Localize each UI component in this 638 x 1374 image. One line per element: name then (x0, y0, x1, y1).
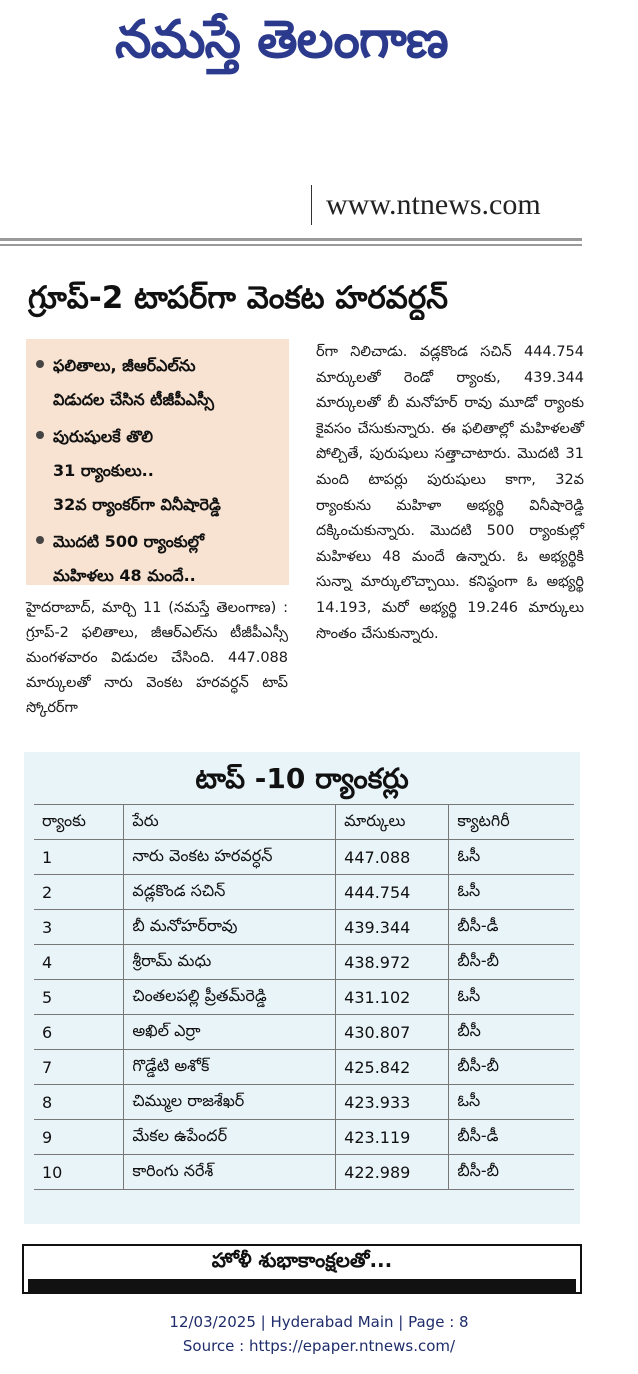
highlight-item (34, 525, 283, 593)
table-row (34, 1120, 574, 1155)
name-cell: బీ మనోహర్‌రావు (124, 910, 336, 945)
divider (0, 244, 582, 246)
category-cell: ఓసీ (449, 875, 574, 910)
divider (311, 185, 312, 225)
highlight-item (34, 349, 283, 417)
table-row (34, 945, 574, 980)
marks-cell: 439.344 (336, 910, 449, 945)
header-cell: మార్కులు (336, 805, 449, 840)
name-cell: కారింగు నరేశ్ (124, 1155, 336, 1190)
article-body-left: హైదరాబాద్, మార్చి 11 (నమస్తే తెలంగాణ) : గ్రూప్-2 ఫలితాలు, జీఆర్‌ఎల్‌ను టీజీపీఎస్సీ మంగళవారం విడుదల చేసింది. 447.088 మార్కులతో నారు వెంకట హరవర్ధన్ టాప్ స్కోరర్‌గా (26, 600, 288, 716)
bullet-icon (36, 360, 44, 368)
highlight-text: మొదటి 500 ర్యాంకుల్లో మహిళలు 48 మందే.. (53, 532, 205, 585)
name-cell: చిమ్ముల రాజశేఖర్ (124, 1085, 336, 1120)
rank-cell: 4 (34, 945, 124, 980)
marks-cell: 425.842 (336, 1050, 449, 1085)
ad-title: హోళీ శుభాకాంక్షలతో... (211, 1248, 393, 1272)
rank-cell: 8 (34, 1085, 124, 1120)
table-row (34, 840, 574, 875)
table-row (34, 1155, 574, 1190)
category-cell: ఓసీ (449, 980, 574, 1015)
marks-cell: 430.807 (336, 1015, 449, 1050)
category-cell: బీసీ-బీ (449, 1050, 574, 1085)
bullet-icon (36, 431, 44, 439)
category-cell: బీసీ-డీ (449, 910, 574, 945)
highlight-text: పురుషులకే తొలి 31 ర్యాంకులు.. 32వ ర్యాంకర్‌గా వినీషారెడ్డి (53, 427, 221, 514)
table-row (34, 1050, 574, 1085)
footer (0, 1310, 638, 1358)
rank-cell: 3 (34, 910, 124, 945)
name-cell: నారు వెంకట హరవర్ధన్ (124, 840, 336, 875)
marks-cell: 438.972 (336, 945, 449, 980)
rank-cell: 5 (34, 980, 124, 1015)
category-cell: బీసీ-బీ (449, 1155, 574, 1190)
divider (0, 238, 582, 241)
table-row (34, 875, 574, 910)
category-cell: బీసీ (449, 1015, 574, 1050)
highlight-text: ఫలితాలు, జీఆర్‌ఎల్‌ను విడుదల చేసిన టీజీపీఎస్సీ (53, 356, 214, 409)
name-cell: వడ్లకొండ సచిన్ (124, 875, 336, 910)
rank-cell: 9 (34, 1120, 124, 1155)
rank-cell: 2 (34, 875, 124, 910)
highlights-box (26, 339, 289, 585)
rank-cell: 1 (34, 840, 124, 875)
header-cell: ర్యాంకు (34, 805, 124, 840)
category-cell: బీసీ-బీ (449, 945, 574, 980)
bullet-icon (36, 536, 44, 544)
advertisement (22, 1244, 582, 1294)
marks-cell: 422.989 (336, 1155, 449, 1190)
marks-cell: 423.933 (336, 1085, 449, 1120)
table-row (34, 910, 574, 945)
headline: గ్రూప్-2 టాపర్‌గా వెంకట హరవర్ధన్ (28, 280, 448, 316)
category-cell: ఓసీ (449, 1085, 574, 1120)
highlight-item (34, 420, 283, 522)
top10-table-box (24, 752, 580, 1224)
marks-cell: 423.119 (336, 1120, 449, 1155)
marks-cell: 431.102 (336, 980, 449, 1015)
name-cell: అఖిల్ ఎర్రా (124, 1015, 336, 1050)
article-body-right: ర్‌గా నిలిచాడు. వడ్లకొండ సచిన్ 444.754 మార్కులతో రెండో ర్యాంకు, 439.344 మార్కులతో బీ మనోహర్ రావు మూడో ర్యాంకు కైవసం చేసుకున్నారు. ఈ ఫలితాల్లో మహిళలతో పోల్చితే, పురుషులు సత్తాచాటారు. మొదటి 31 మంది టాపర్లు పురుషులు కాగా, 32వ ర్యాంకును మహిళా అభ్యర్థి వినీషారెడ్డి దక్కించుకున్నారు. మొదటి 500 ర్యాంకుల్లో మహిళలు 48 మందే ఉన్నారు. ఓ అభ్యర్థికి సున్నా మార్కులొచ్చాయి. కనిష్ఠంగా ఓ అభ్యర్థి 14.193, మరో అభ్యర్థి 19.246 మార్కులు సొంతం చేసుకున్నారు. (316, 344, 584, 642)
table-title: టాప్ -10 ర్యాంకర్లు (195, 762, 409, 795)
rank-cell: 10 (34, 1155, 124, 1190)
name-cell: మేకల ఉపేందర్ (124, 1120, 336, 1155)
table-header-row (34, 805, 574, 840)
table-row (34, 1085, 574, 1120)
footer-source-link[interactable]: Source : https://epaper.ntnews.com/ (182, 1337, 456, 1355)
name-cell: చింతలపల్లి ప్రీతమ్‌రెడ్డి (124, 980, 336, 1015)
marks-cell: 444.754 (336, 875, 449, 910)
marks-cell: 447.088 (336, 840, 449, 875)
rank-cell: 6 (34, 1015, 124, 1050)
table-row (34, 1015, 574, 1050)
table-row (34, 980, 574, 1015)
ad-banner-strip (28, 1279, 576, 1294)
website-url: www.ntnews.com (326, 188, 541, 221)
masthead-logo: నమస్తే తెలంగాణ (115, 9, 448, 70)
header-cell: క్యాటగిరీ (449, 805, 574, 840)
footer-edition-info: 12/03/2025 | Hyderabad Main | Page : 8 (169, 1313, 469, 1331)
category-cell: ఓసీ (449, 840, 574, 875)
name-cell: గొడ్డేటి అశోక్ (124, 1050, 336, 1085)
rank-cell: 7 (34, 1050, 124, 1085)
category-cell: బీసీ-డీ (449, 1120, 574, 1155)
name-cell: శ్రీరామ్ మధు (124, 945, 336, 980)
header-cell: పేరు (124, 805, 336, 840)
rankers-table (34, 804, 574, 1190)
